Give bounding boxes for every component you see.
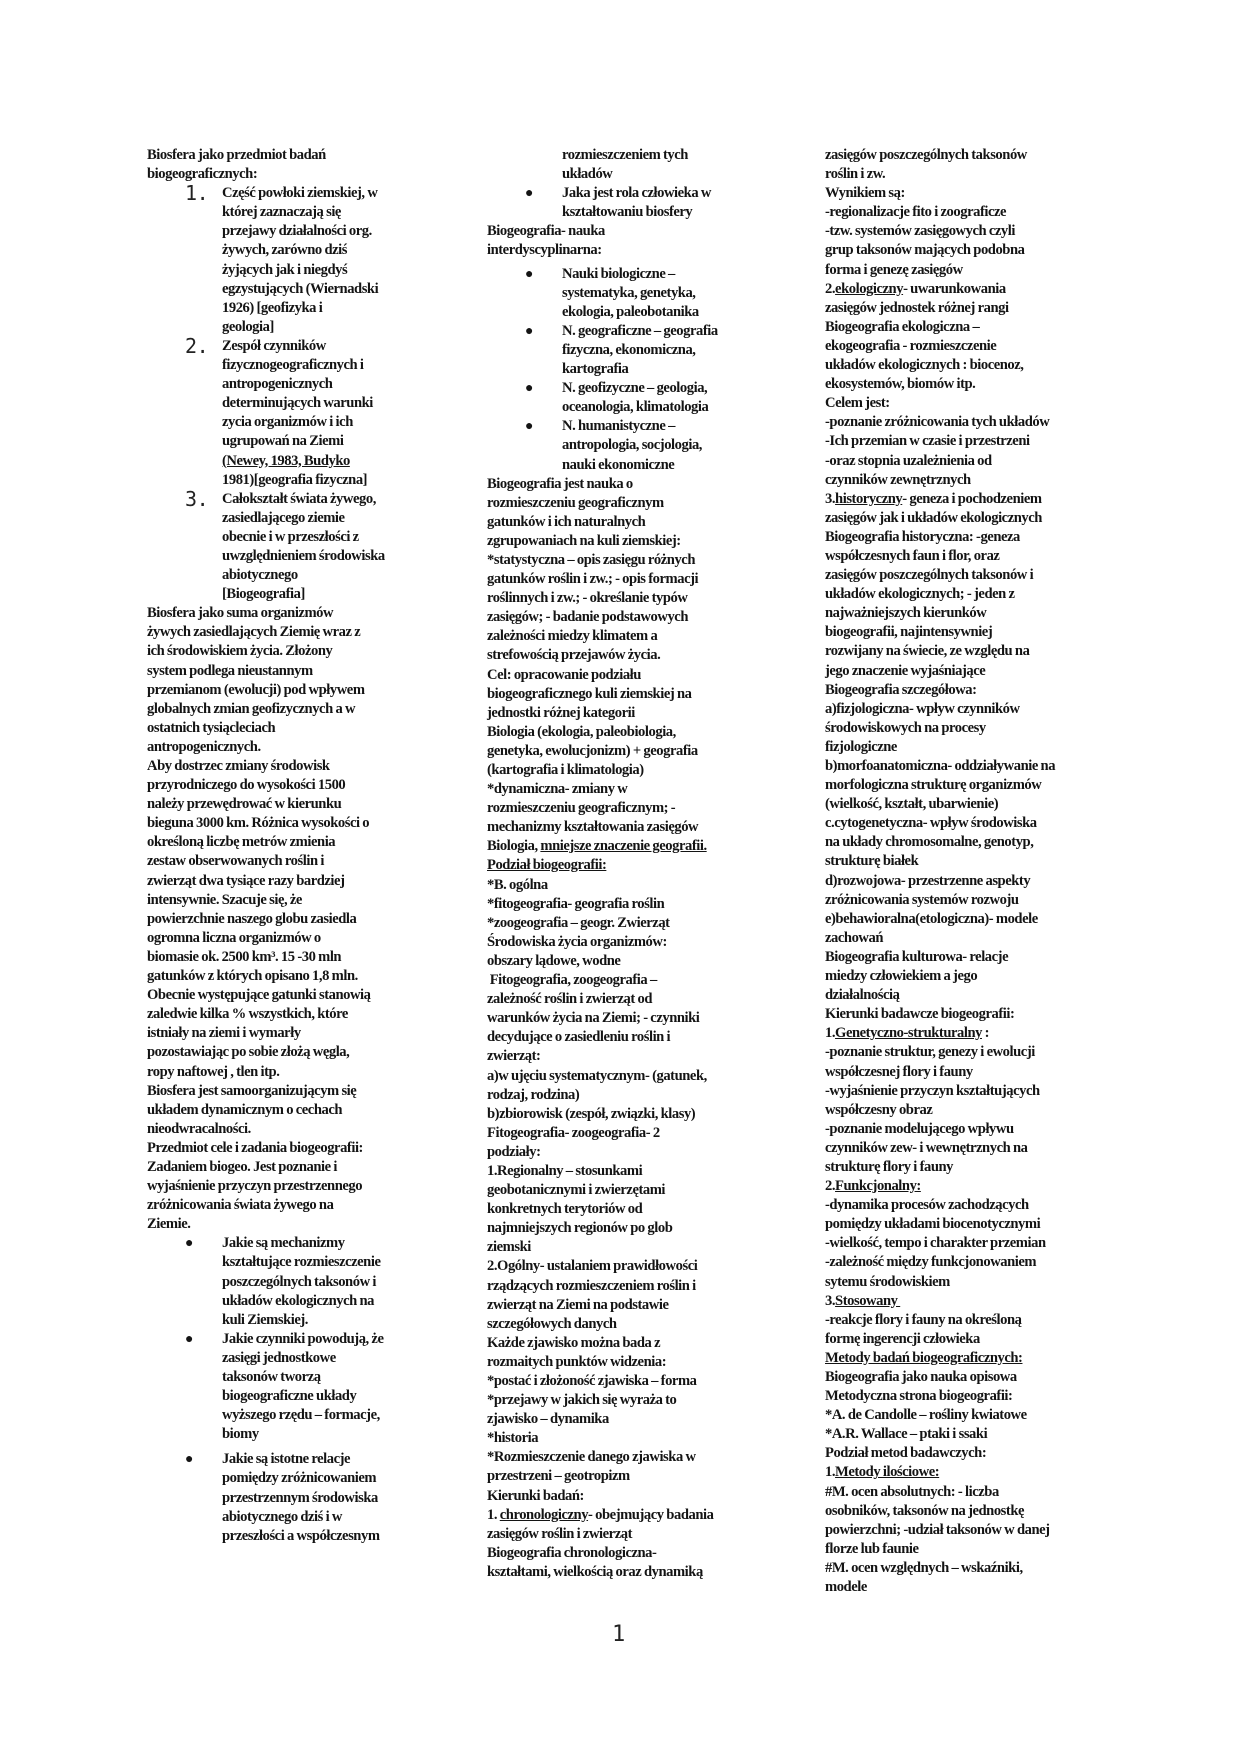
text-line: zwierząt dwa tysiące razy bardziej bbox=[147, 872, 345, 889]
text-line: współczesnych faun i flor, oraz bbox=[825, 547, 1000, 564]
text-line: *Rozmieszczenie danego zjawiska w bbox=[487, 1449, 696, 1466]
text-line: najważniejszych kierunków bbox=[825, 605, 987, 622]
text-line bbox=[487, 837, 767, 856]
text-line: pomiędzy układami biocenotycznymi bbox=[825, 1216, 1041, 1233]
numbered-item-1 bbox=[147, 181, 437, 337]
bullet-line: wyższego rzędu – formacje, bbox=[222, 1407, 380, 1424]
bullet-line: kształtujące rozmieszczenie bbox=[222, 1254, 381, 1271]
text-fragment: 1. bbox=[825, 1025, 836, 1042]
list-number: 1. bbox=[185, 181, 209, 206]
bullet-line: kartografia bbox=[562, 361, 629, 378]
text-line bbox=[825, 490, 1105, 509]
text-line: sytemu środowiskiem bbox=[825, 1273, 950, 1290]
text-line: florze lub faunie bbox=[825, 1540, 919, 1557]
list-item-line: obecnie i w przeszłości z bbox=[222, 528, 359, 545]
text-line: zgrupowaniach na kuli ziemskiej: bbox=[487, 532, 681, 549]
text-line: rodzaj, rodzina) bbox=[487, 1086, 580, 1103]
text-line: współczesnej flory i fauny bbox=[825, 1063, 973, 1080]
bullet-line: oceanologia, klimatologia bbox=[562, 399, 709, 416]
bullet-icon: ● bbox=[525, 266, 534, 282]
text-line: modele bbox=[825, 1579, 867, 1596]
text-line: Biogeografia jako nauka opisowa bbox=[825, 1369, 1017, 1385]
text-line: podziały: bbox=[487, 1143, 541, 1160]
bullet-icon: ● bbox=[525, 323, 534, 339]
text-line: istniały na ziemi i wymarły bbox=[147, 1025, 301, 1042]
text-line: 1.Regionalny – stosunkami bbox=[487, 1162, 643, 1179]
text-line: #M. ocen absolutnych: - liczba bbox=[825, 1483, 999, 1500]
text-line: *postać i złożoność zjawiska – forma bbox=[487, 1373, 697, 1389]
text-line: (wielkość, kształt, ubarwienie) bbox=[825, 796, 999, 813]
bullet-line: N. geograficzne – geografia bbox=[562, 322, 718, 339]
text-line: ziemski bbox=[487, 1239, 531, 1256]
text-line: Każde zjawisko można bada z bbox=[487, 1334, 661, 1351]
text-line: Przedmiot cele i zadania biogeografii: bbox=[147, 1139, 363, 1156]
bullet-icon: ● bbox=[525, 419, 534, 435]
bullet-line: poszczególnych taksonów i bbox=[222, 1273, 376, 1290]
list-item-line: Zespół czynników bbox=[222, 337, 326, 354]
text-line: Cel: opracowanie podziału bbox=[487, 666, 641, 683]
bullet-line: Jakie są istotne relacje bbox=[222, 1451, 351, 1468]
underlined-text: Metody ilościowe: bbox=[835, 1464, 940, 1481]
text-line: powierzchni; -udział taksonów w danej bbox=[825, 1521, 1050, 1538]
bullet-item bbox=[487, 417, 767, 474]
list-item-line: geologia] bbox=[222, 318, 274, 335]
bullet-item bbox=[487, 322, 767, 379]
section-heading: Metody badań biogeograficznych: bbox=[825, 1349, 1023, 1366]
text-line: jego znaczenie wyjaśniające bbox=[825, 662, 986, 679]
text-line: ropy naftowej , tlen itp. bbox=[147, 1063, 280, 1080]
column-middle bbox=[487, 146, 767, 1582]
bullet-icon: ● bbox=[525, 381, 534, 397]
text-fragment: - obejmujący badania bbox=[588, 1506, 714, 1523]
column-right bbox=[825, 146, 1105, 1597]
text-line: -Ich przemian w czasie i przestrzeni bbox=[825, 433, 1030, 450]
text-fragment: 1. bbox=[487, 1506, 500, 1523]
text-line: układem dynamicznym o cechach bbox=[147, 1101, 343, 1118]
text-line: zasięgów poszczególnych taksonów i bbox=[825, 567, 1034, 584]
bullet-line: biogeograficzne układy bbox=[222, 1388, 357, 1405]
bullet-icon: ● bbox=[525, 186, 534, 202]
underlined-text: Funkcjonalny: bbox=[835, 1178, 921, 1195]
text-fragment: - geneza i pochodzeniem bbox=[902, 490, 1042, 507]
list-item-line: ugrupowań na Ziemi bbox=[222, 433, 344, 450]
text-line: zróżnicowania świata żywego na bbox=[147, 1197, 334, 1214]
underlined-text: chronologiczny bbox=[499, 1506, 589, 1523]
text-line: zwierząt: bbox=[487, 1048, 541, 1065]
list-item-line: żyjących jak i niegdyś bbox=[222, 261, 348, 278]
text-line: *A.R. Wallace – ptaki i ssaki bbox=[825, 1426, 988, 1443]
bullet-icon: ● bbox=[185, 1236, 194, 1252]
underlined-text: Genetyczno-strukturalny bbox=[835, 1025, 982, 1042]
list-item-line: zasiedlającego ziemie bbox=[222, 509, 345, 526]
bullet-line: Jakie są mechanizmy bbox=[222, 1235, 345, 1252]
text-line: zasięgów poszczególnych taksonów bbox=[825, 147, 1027, 163]
bullet-item bbox=[147, 1450, 437, 1545]
text-line: -poznanie zróżnicowania tych układów bbox=[825, 414, 1050, 431]
text-line: miedzy człowiekiem a jego bbox=[825, 968, 978, 985]
text-fragment: : bbox=[981, 1025, 990, 1042]
text-line: b)morfoanatomiczna- oddziaływanie na bbox=[825, 758, 1056, 774]
text-line: Obecnie występujące gatunki stanowią bbox=[147, 987, 371, 1004]
bullet-line: układów ekologicznych na bbox=[222, 1292, 375, 1309]
text-line: Aby dostrzec zmiany środowisk bbox=[147, 758, 330, 774]
text-line: przemianom (ewolucji) pod wpływem bbox=[147, 681, 365, 698]
text-line: pozostawiając po sobie złożą węgla, bbox=[147, 1044, 350, 1061]
text-line: ekosystemów, biomów itp. bbox=[825, 376, 976, 393]
text-line bbox=[825, 280, 1105, 299]
text-line bbox=[825, 1292, 1105, 1311]
underlined-text: Stosowany bbox=[835, 1292, 901, 1309]
text-line: 2.Ogólny- ustalaniem prawidłowości bbox=[487, 1258, 698, 1275]
text-line: Fitogeografia, zoogeografia – bbox=[487, 972, 657, 989]
text-line: -regionalizacje fito i zoograficze bbox=[825, 204, 1007, 221]
section-heading: Kierunki badawcze biogeografii: bbox=[825, 1006, 1015, 1023]
text-line bbox=[825, 1463, 1105, 1482]
text-line: genetyka, ewolucjonizm) + geografia bbox=[487, 742, 698, 759]
text-line: najmniejszych regionów po glob bbox=[487, 1220, 673, 1237]
text-line: kształtami, wielkością oraz dynamiką bbox=[487, 1563, 703, 1580]
text-fragment: 2. bbox=[825, 1178, 836, 1195]
text-line: nieodwracalności. bbox=[147, 1120, 251, 1137]
text-line: zwierząt na Ziemi na podstawie bbox=[487, 1296, 669, 1313]
list-number: 2. bbox=[185, 333, 209, 358]
text-line: *fitogeografia- geografia roślin bbox=[487, 895, 665, 912]
text-line: a)w ujęciu systematycznym- (gatunek, bbox=[487, 1067, 707, 1084]
section-heading: Kierunki badań: bbox=[487, 1487, 584, 1504]
text-line: decydujące o zasiedleniu roślin i bbox=[487, 1029, 671, 1046]
text-line: *zoogeografia – geogr. Zwierząt bbox=[487, 914, 670, 931]
text-line: c.cytogenetyczna- wpływ środowiska bbox=[825, 815, 1037, 832]
text-line: Celem jest: bbox=[825, 395, 890, 412]
bullet-line: nauki ekonomiczne bbox=[562, 456, 675, 473]
text-line: *przejawy w jakich się wyraża to bbox=[487, 1392, 677, 1409]
numbered-item-3 bbox=[147, 486, 437, 605]
text-line: zjawisko – dynamika bbox=[487, 1411, 609, 1428]
bullet-line: Nauki biologiczne – bbox=[562, 265, 675, 282]
text-line: #M. ocen względnych – wskaźniki, bbox=[825, 1559, 1023, 1576]
bullet-line: przeszłości a współczesnym bbox=[222, 1527, 380, 1544]
text-line: wyjaśnienie przyczyn przestrzennego bbox=[147, 1178, 363, 1195]
bullet-line: abiotycznego dziś i w bbox=[222, 1508, 342, 1525]
text-line: szczegółowych danych bbox=[487, 1315, 617, 1332]
text-line: osobników, taksonów na jednostkę bbox=[825, 1502, 1025, 1519]
text-line: Zadaniem biogeo. Jest poznanie i bbox=[147, 1158, 337, 1175]
bullet-line: N. humanistyczne – bbox=[562, 418, 675, 435]
text-line: forma i genezę zasięgów bbox=[825, 261, 963, 278]
text-line: rozmieszczeniu geograficznym; - bbox=[487, 800, 676, 817]
text-line: Biologia (ekologia, paleobiologia, bbox=[487, 723, 676, 740]
list-item-line: determinujących warunki bbox=[222, 395, 373, 412]
list-item-line: Część powłoki ziemskiej, w bbox=[222, 185, 378, 202]
text-line: -tzw. systemów zasięgowych czyli bbox=[825, 223, 1015, 240]
text-line: biogeograficznego kuli ziemskiej na bbox=[487, 685, 692, 702]
text-line: układów ekologicznych : biocenoz, bbox=[825, 357, 1024, 374]
text-line: zależności miedzy klimatem a bbox=[487, 628, 658, 645]
list-item-line: egzystujących (Wiernadski bbox=[222, 280, 379, 297]
text-line: środowiskowych na procesy bbox=[825, 719, 986, 736]
text-line: Środowiska życia organizmów: bbox=[487, 933, 667, 950]
text-line: ostatnich tysiącleciach bbox=[147, 719, 276, 736]
numbered-item-2 bbox=[147, 333, 437, 490]
text-line bbox=[487, 1506, 767, 1525]
text-line: -zależność między funkcjonowaniem bbox=[825, 1254, 1037, 1271]
bullet-line: systematyka, genetyka, bbox=[562, 284, 696, 301]
list-item-line: Całokształt świata żywego, bbox=[222, 490, 376, 507]
text-line: zależność roślin i zwierząt od bbox=[487, 991, 652, 1008]
bullet-line: biomy bbox=[222, 1426, 259, 1443]
section-heading: Podział biogeografii: bbox=[487, 857, 607, 874]
bullet-item bbox=[487, 184, 767, 222]
text-line: zachowań bbox=[825, 929, 884, 946]
body-paragraphs bbox=[147, 604, 437, 1234]
text-line: gatunków z których opisano 1,8 mln. bbox=[147, 968, 358, 985]
text-line: rozmieszczeniu geograficznym bbox=[487, 494, 664, 511]
text-line: Fitogeografia- zoogeografia- 2 bbox=[487, 1124, 660, 1141]
text-line: strukturę flory i fauny bbox=[825, 1158, 954, 1175]
text-line: Wynikiem są: bbox=[825, 185, 905, 202]
text-line: zasięgów jednostek różnej rangi bbox=[825, 299, 1009, 316]
underlined-text: historyczny bbox=[835, 490, 903, 507]
text-line: Ziemie. bbox=[147, 1216, 191, 1233]
text-line: *dynamiczna- zmiany w bbox=[487, 781, 628, 798]
text-line: -wyjaśnienie przyczyn kształtujących bbox=[825, 1082, 1040, 1099]
text-line: a)fizjologiczna- wpływ czynników bbox=[825, 700, 1020, 717]
text-fragment: 2. bbox=[825, 280, 836, 297]
text-line: Biosfera jako suma organizmów bbox=[147, 605, 334, 622]
text-line: Biogeografia szczegółowa: bbox=[825, 681, 977, 698]
text-line: formę ingerencji człowieka bbox=[825, 1330, 980, 1347]
text-line: warunków życia na Ziemi; - czynniki bbox=[487, 1010, 700, 1027]
list-item-line: żywych, zarówno dziś bbox=[222, 242, 347, 259]
text-line: działalnością bbox=[825, 987, 900, 1004]
text-line: ogromna liczna organizmów o bbox=[147, 929, 321, 946]
text-line: bieguna 3000 km. Różnica wysokości o bbox=[147, 815, 370, 832]
list-item-line: fizycznogeograficznych i bbox=[222, 357, 364, 374]
text-line: współczesny obraz bbox=[825, 1101, 933, 1118]
bullet-line: pomiędzy zróżnicowaniem bbox=[222, 1470, 377, 1487]
list-item-line: 1981)[geografia fizyczna] bbox=[222, 471, 368, 488]
text-line: antropogenicznych. bbox=[147, 738, 261, 755]
text-line: zróżnicowania systemów rozwoju bbox=[825, 891, 1019, 908]
bullet-line: zasięgi jednostkowe bbox=[222, 1349, 336, 1366]
text-line: Biosfera jest samoorganizującym się bbox=[147, 1082, 357, 1099]
text-line: konkretnych terytoriów od bbox=[487, 1201, 643, 1218]
text-line: roślinnych i zw.; - określanie typów bbox=[487, 590, 688, 607]
text-line: d)rozwojowa- przestrzenne aspekty bbox=[825, 872, 1031, 889]
bullet-line: fizyczna, ekonomiczna, bbox=[562, 341, 696, 358]
text-line bbox=[825, 1024, 1105, 1043]
bullet-item bbox=[147, 1330, 437, 1445]
text-line bbox=[825, 1177, 1105, 1196]
text-line: ich środowiskiem życia. Złożony bbox=[147, 643, 333, 660]
text-line: zasięgów jak i układów ekologicznych bbox=[825, 509, 1042, 526]
bullet-item bbox=[487, 379, 767, 417]
text-line: zasięgów roślin i zwierząt bbox=[487, 1525, 632, 1542]
bullet-line: układów bbox=[562, 166, 613, 183]
bullet-icon: ● bbox=[185, 1452, 194, 1468]
text-line: grup taksonów mających podobna bbox=[825, 242, 1025, 259]
bullet-item bbox=[147, 1234, 437, 1329]
text-line: globalnych zmian geofizycznych a w bbox=[147, 700, 356, 717]
text-line: rządzących rozmieszczeniem roślin i bbox=[487, 1277, 696, 1294]
text-fragment: Biologia, bbox=[487, 838, 541, 855]
heading-line: interdyscyplinarna: bbox=[487, 242, 602, 259]
text-line: czynników zewnętrznych bbox=[825, 471, 971, 488]
text-line: określoną liczbę metrów zmienia bbox=[147, 834, 336, 851]
text-line: biomasie ok. 2500 km³. 15 -30 mln bbox=[147, 948, 342, 965]
bullet-line: ekologia, paleobotanika bbox=[562, 303, 699, 320]
text-line: Biogeografia chronologiczna- bbox=[487, 1544, 657, 1561]
text-line: na układy chromosomalne, genotyp, bbox=[825, 834, 1034, 851]
heading-line: Biosfera jako przedmiot badań bbox=[147, 147, 326, 163]
text-line: (kartografia i klimatologia) bbox=[487, 762, 644, 778]
text-line: -poznanie struktur, genezy i ewolucji bbox=[825, 1044, 1035, 1061]
text-line: system podlega nieustannym bbox=[147, 662, 313, 679]
list-item-line: której zaznaczają się bbox=[222, 204, 341, 221]
text-line: należy przewędrować w kierunku bbox=[147, 796, 342, 813]
text-fragment: - uwarunkowania bbox=[903, 280, 1006, 297]
text-line: biogeografii, najintensywniej bbox=[825, 624, 993, 641]
text-fragment: 3. bbox=[825, 1292, 836, 1309]
text-line: powierzchnie naszego globu zasiedla bbox=[147, 910, 357, 927]
bullet-icon: ● bbox=[185, 1331, 194, 1347]
text-line: strukturę białek bbox=[825, 853, 919, 870]
page-number: 1 bbox=[612, 1622, 626, 1647]
list-number: 3. bbox=[185, 486, 209, 511]
text-line: -dynamika procesów zachodzących bbox=[825, 1197, 1029, 1214]
bullet-line: Jaka jest rola człowieka w bbox=[562, 185, 711, 202]
text-line: *historia bbox=[487, 1430, 539, 1447]
text-line: fizjologiczne bbox=[825, 738, 897, 755]
column-left bbox=[147, 146, 437, 1546]
text-line: geobotanicznymi i zwierzętami bbox=[487, 1182, 666, 1199]
bullet-line: kształtowaniu biosfery bbox=[562, 204, 693, 221]
text-line: czynników zew- i wewnętrznych na bbox=[825, 1139, 1028, 1156]
text-line: Biogeografia historyczna: -geneza bbox=[825, 528, 1020, 545]
text-line: intensywnie. Szacuje się, że bbox=[147, 891, 302, 908]
list-item-line: [Biogeografia] bbox=[222, 586, 305, 603]
text-fragment: 3. bbox=[825, 490, 836, 507]
list-item-line: przejawy działalności org. bbox=[222, 223, 372, 240]
text-line: przyrodniczego do wysokości 1500 bbox=[147, 777, 346, 794]
text-line: -poznanie modelującego wpływu bbox=[825, 1120, 1014, 1137]
list-item-line: abiotycznego bbox=[222, 567, 298, 584]
text-line: *B. ogólna bbox=[487, 876, 548, 893]
text-line: rozmaitych punktów widzenia: bbox=[487, 1353, 667, 1370]
text-line: zasięgów; - badanie podstawowych bbox=[487, 609, 688, 626]
underlined-text: ekologiczny bbox=[835, 280, 904, 297]
text-line: e)behawioralna(etologiczna)- modele bbox=[825, 910, 1038, 927]
text-line: Biogeografia kulturowa- relacje bbox=[825, 948, 1009, 965]
list-item-line: uwzględnieniem środowiska bbox=[222, 547, 385, 564]
text-line: -wielkość, tempo i charakter przemian bbox=[825, 1235, 1046, 1252]
section-heading: Podział metod badawczych: bbox=[825, 1445, 987, 1462]
text-fragment: 1. bbox=[825, 1464, 836, 1481]
bullet-line: N. geofizyczne – geologia, bbox=[562, 380, 708, 397]
text-line: gatunków i ich naturalnych bbox=[487, 513, 646, 530]
text-line: strefowością przejawów życia. bbox=[487, 647, 661, 664]
text-line: rozwijany na świecie, ze względu na bbox=[825, 643, 1030, 660]
text-line: gatunków roślin i zw.; - opis formacji bbox=[487, 571, 699, 588]
bullet-item bbox=[487, 265, 767, 322]
text-line: jednostki różnej kategorii bbox=[487, 704, 635, 721]
text-line: Biogeografia ekologiczna – bbox=[825, 318, 980, 335]
text-line: przestrzeni – geotropizm bbox=[487, 1468, 630, 1485]
text-line: b)zbiorowisk (zespół, związki, klasy) bbox=[487, 1105, 696, 1122]
text-line: obszary lądowe, wodne bbox=[487, 952, 621, 969]
text-line: *statystyczna – opis zasięgu różnych bbox=[487, 551, 695, 568]
text-line: -oraz stopnia uzależnienia od bbox=[825, 452, 992, 469]
text-line: morfologiczna strukturę organizmów bbox=[825, 777, 1042, 794]
heading-line: Biogeografia- nauka bbox=[487, 223, 605, 240]
text-line: roślin i zw. bbox=[825, 166, 886, 183]
text-line: mechanizmy kształtowania zasięgów bbox=[487, 819, 699, 836]
underlined-text: mniejsze znaczenie geografii. bbox=[540, 838, 707, 855]
text-line: ekogeografia - rozmieszczenie bbox=[825, 337, 997, 354]
list-item-line: zycia organizmów i ich bbox=[222, 414, 353, 431]
text-line: Biogeografia jest nauka o bbox=[487, 475, 633, 492]
heading-line: biogeograficznych: bbox=[147, 166, 258, 183]
text-line: zestaw obserwowanych roślin i bbox=[147, 853, 324, 870]
text-line: *A. de Candolle – rośliny kwiatowe bbox=[825, 1407, 1027, 1424]
text-line: żywych zasiedlających Ziemię wraz z bbox=[147, 624, 361, 641]
text-line: układów ekologicznych; - jeden z bbox=[825, 586, 1015, 603]
text-line: -reakcje flory i fauny na określoną bbox=[825, 1311, 1022, 1328]
citation-link: (Newey, 1983, Budyko bbox=[222, 452, 350, 469]
bullet-line: kuli Ziemskiej. bbox=[222, 1311, 308, 1328]
text-line: Metodyczna strona biogeografii: bbox=[825, 1388, 1013, 1405]
bullet-line: taksonów tworzą bbox=[222, 1369, 321, 1385]
bullet-line: rozmieszczeniem tych bbox=[562, 147, 688, 163]
list-item-line: antropogenicznych bbox=[222, 376, 333, 393]
bullet-line: antropologia, socjologia, bbox=[562, 437, 703, 454]
bullet-line: przestrzennym środowiska bbox=[222, 1489, 378, 1506]
bullet-line: Jakie czynniki powodują, że bbox=[222, 1330, 384, 1347]
list-item-line: 1926) [geofizyka i bbox=[222, 299, 323, 316]
text-line: zaledwie kilka % wszystkich, które bbox=[147, 1006, 348, 1023]
